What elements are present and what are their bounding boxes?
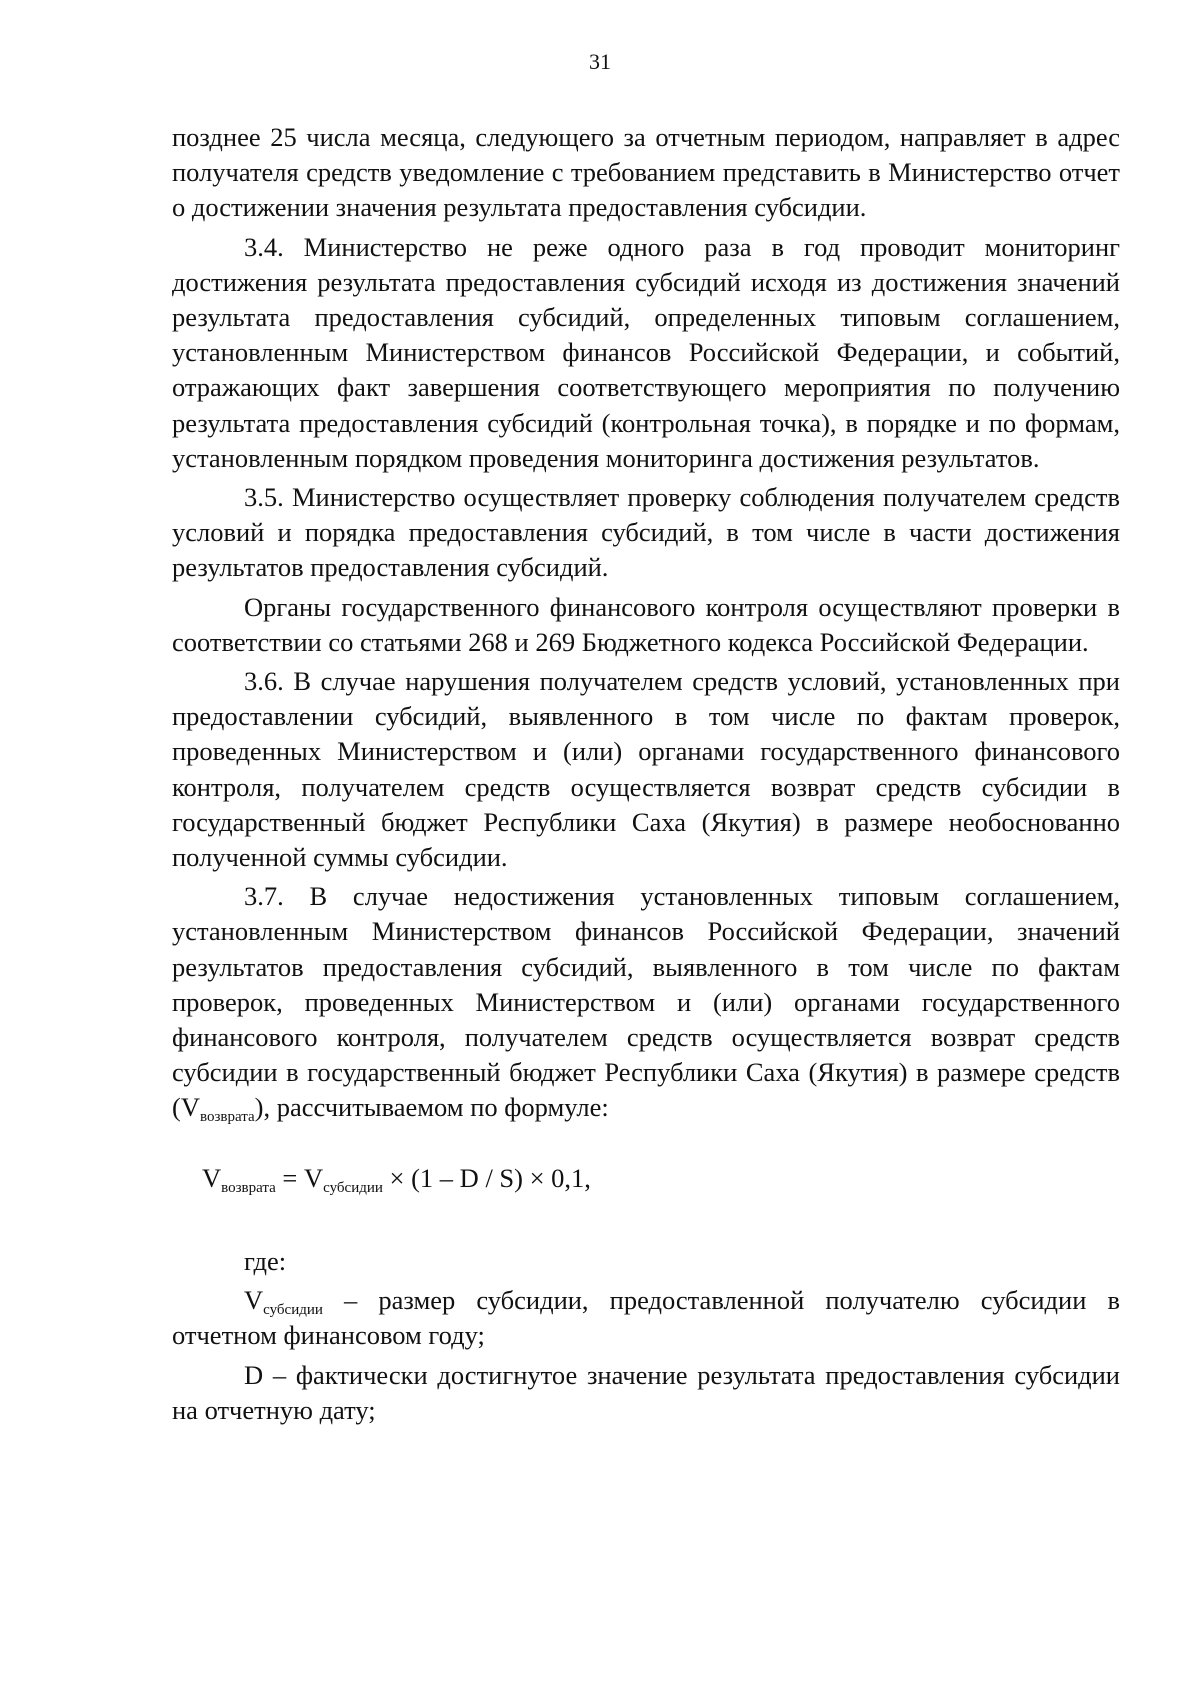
definition-text: – размер субсидии, предоставленной получателю субсидии в отчетном финансовом году; <box>172 1285 1120 1351</box>
formula-v-return: V <box>202 1162 222 1193</box>
paragraph-3-5: 3.5. Министерство осуществляет проверку соблюдения получателем средств условий и порядка предоставления субсидий, в том числе в части достижения результатов предоставления субсидий. <box>172 482 1120 583</box>
definition-d: D – фактически достигнутое значение результата предоставления субсидии на отчетную дату; <box>172 1359 1120 1425</box>
formula <box>172 1161 1120 1196</box>
definition-var: V <box>244 1285 264 1316</box>
paragraph-3-4: 3.4. Министерство не реже одного раза в год проводит мониторинг достижения результата предоставления субсидий исходя из достижения значений результата предоставления субсидий, определенных типовым соглашением, установленным Министерством финансов Российской Федерации, и событий, отражающих факт завершения соответствующего мероприятия по получению результата предоставления субсидий (контрольная точка), в порядке и по формам, установленным порядком проведения мониторинга достижения результатов. <box>172 231 1120 473</box>
page-number: 31 <box>589 49 611 74</box>
paragraph-3-7-tail: ), рассчитываемом по формуле: <box>254 1092 609 1123</box>
formula-sub-return: возврата <box>221 1179 276 1196</box>
paragraph-control-bodies: Органы государственного финансового контроля осуществляют проверки в соответствии со статьями 268 и 269 Бюджетного кодекса Российской Федерации. <box>172 591 1120 657</box>
spacer <box>172 1196 1120 1244</box>
paragraph-3-7 <box>172 879 1120 1125</box>
formula-rest: × (1 – D / S) × 0,1, <box>382 1162 591 1193</box>
paragraph-3-7-main: 3.7. В случае недостижения установленных типовым соглашением, установленным Министерством финансов Российской Федерации, значений результатов предоставления субсидий, выявленного в том числе по фактам проверок, проведенных Министерством и (или) органами государственного финансового контроля, получателем средств осуществляется возврат средств субсидии в государственный бюджет Республики Саха (Якутия) в размере средств (V <box>172 881 1120 1123</box>
paragraph-continuation: позднее 25 числа месяца, следующего за отчетным периодом, направляет в адрес получателя средств уведомление с требованием представить в Министерство отчет о достижении значения результата предоставления субсидии. <box>172 122 1120 223</box>
subscript-return: возврата <box>199 1109 255 1126</box>
paragraph-3-6: 3.6. В случае нарушения получателем средств условий, установленных при предоставлении субсидий, выявленного в том числе по фактам проверок, проведенных Министерством и (или) органами государственного финансового контроля, получателем средств осуществляется возврат средств субсидии в государственный бюджет Республики Саха (Якутия) в размере необоснованно полученной суммы субсидии. <box>172 666 1120 873</box>
definition-v-subsidy <box>172 1283 1120 1353</box>
where-label: где: <box>244 1245 287 1276</box>
formula-equals-v: = V <box>275 1162 324 1193</box>
definition-sub: субсидии <box>263 1302 323 1319</box>
spacer <box>172 1126 1120 1161</box>
formula-sub-subsidy: субсидии <box>323 1179 383 1196</box>
document-body <box>172 120 1120 1428</box>
